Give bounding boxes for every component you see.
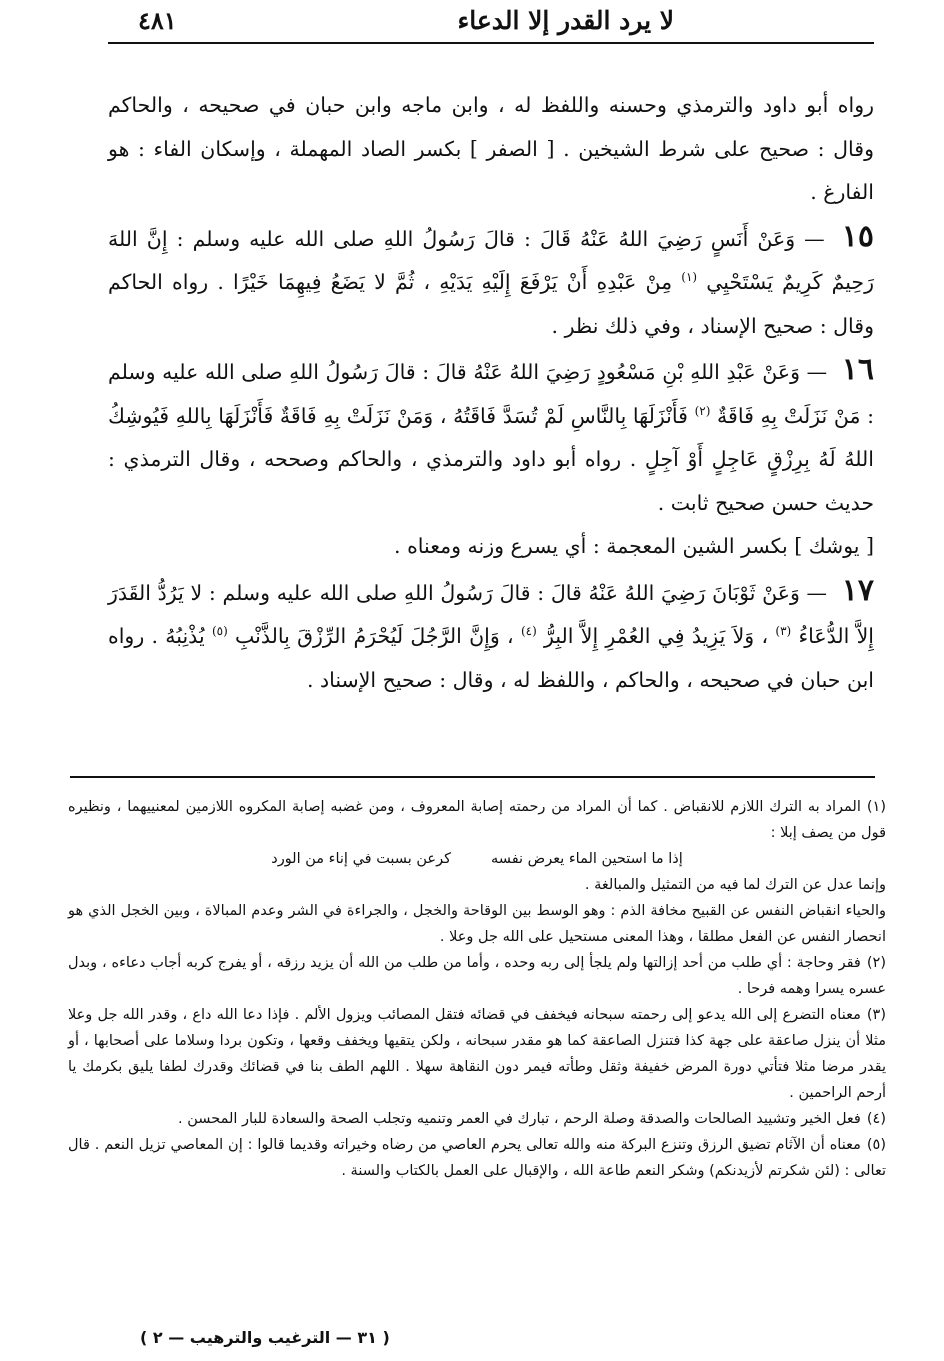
- footnote-4: [68, 1106, 886, 1132]
- hadith-17: [108, 569, 874, 703]
- hadith-16: [108, 348, 874, 525]
- footnote-text: فقر وحاجة : أي طلب من أحد إزالتها ولم يلجأ إلى ربه وحده ، وأما من طلب من الله أن يزيد رزقه ، أو يفرج كربه أجاب دعاءه ، وبدل عسره يسرا وهمه فرحا .: [68, 955, 886, 997]
- hadith-text: فَأَنْزَلَهَا بِالنَّاسِ لَمْ تُسَدَّ فَاقَتُهُ ، وَمَنْ نَزَلَتْ بِهِ فَاقَةٌ فَأَنْزَلَهَا بِاللهِ فَيُوشِكُ اللهُ لَهُ بِرِزْقٍ عَاجِلٍ أَوْ آجِلٍ . رواه أبو داود والترمذي ، والحاكم وصححه ، وقال الترمذي : حديث حسن صحيح ثابت .: [108, 403, 874, 515]
- hadith-text: — وَعَنْ ثَوْبَانَ رَضِيَ اللهُ عَنْهُ قالَ : قالَ رَسُولُ اللهِ صلى الله عليه وسلم : لا يَرُدُّ القَدَرَ إِلاَّ الدُّعَاءُ: [108, 580, 874, 648]
- footnote-text: معناه التضرع إلى الله يدعو إلى رحمته سبحانه فيخفف في قضائه فتقل المصائب ويزول الألم . فإذا دعا الله داع ، وقدر الله جل وعلا مثلا أن ينزل صاعقة على جهة كذا فتنزل الصاعقة كما هو مقدر سبحانه ، ولكن يتقيها ويخفف وقعها ، وتكون بردا وسلاما على أصحابها ، أو يقدر مرضا مثلا فتأتي دورة المرض خفيفة وثقل وطأته فيمر دون النقاهة سهلا . اللهم الطف بنا في قضائك وقدرك لطفا يليق بكرمك يا أرحم الراحمين .: [68, 1007, 886, 1101]
- footnotes: [68, 794, 886, 1184]
- verse-hemistich: كرعن بسبت في إناء من الورد: [271, 851, 451, 867]
- verse-hemistich: إذا ما استحين الماء يعرض نفسه: [490, 851, 683, 867]
- footnote-5: [68, 1132, 886, 1184]
- footnote-ref: (٤): [520, 624, 537, 639]
- main-text: [108, 84, 874, 702]
- narration-text: رواه أبو داود والترمذي وحسنه واللفظ له ، وابن ماجه وابن حبان في صحيحه ، والحاكم وقال : صحيح على شرط الشيخين .: [108, 93, 874, 161]
- hadith-text: يُذْنِبُهُ . رواه ابن حبان في صحيحه ، والحاكم ، واللفظ له ، وقال : صحيح الإسناد .: [108, 624, 874, 692]
- footnote-number: (٤): [866, 1111, 886, 1127]
- footnote-number: (١): [866, 799, 886, 815]
- footnote-number: (٥): [866, 1137, 886, 1153]
- footnote-text: المراد به الترك اللازم للانقباض . كما أن المراد من رحمته إصابة المعروف ، ومن غضبه إصابة المكروه اللازمين لمعنييهما ، ونظيره قول من يصف إبلا :: [68, 799, 886, 841]
- hadith-text: مِنْ عَبْدِهِ أَنْ يَرْفَعَ إِلَيْهِ يَدَيْهِ ، ثُمَّ لا يَضَعُ فِيهِمَا خَيْرًا . رواه الحاكم وقال : صحيح الإسناد ، وفي ذلك نظر .: [108, 270, 874, 338]
- footnote-ref: (١): [681, 270, 698, 285]
- footnote-text: معناه أن الآثام تضيق الرزق وتنزع البركة منه والله تعالى يحرم العاصي من رضاه وخيراته وقديما قالوا : إن المعاصي تزيل النعم . قال تعالى : (لئن شكرتم لأزيدنكم) وشكر النعم طاعة الله ، والإقبال على العمل بالكتاب والسنة .: [68, 1137, 886, 1179]
- footnote-ref: (٥): [211, 624, 228, 639]
- page-header: [108, 4, 874, 44]
- footnote-1-cont: [68, 872, 886, 898]
- paragraph: [108, 84, 874, 215]
- footnote-ref: (٣): [775, 624, 792, 639]
- hadith-number: ١٥: [841, 218, 874, 254]
- page-footer: ( ٣١ — الترغيب والترهيب — ٢ ): [140, 1328, 390, 1347]
- footnote-text: وإنما عدل عن الترك لما فيه من التمثيل والمبالغة .: [584, 877, 886, 893]
- hadith-number: ١٧: [841, 572, 874, 608]
- hadith-text: ، وَلاَ يَزِيدُ فِي العُمْرِ إِلاَّ البِرُّ: [544, 624, 769, 648]
- hadith-text: ، وَإِنَّ الرَّجُلَ لَيُحْرَمُ الرِّزْقَ بِالذَّنْبِ: [235, 624, 514, 648]
- footnote-1-cont: [68, 898, 886, 950]
- footnote-divider: [70, 776, 875, 778]
- footnote-ref: (٢): [694, 403, 711, 418]
- vocab-note: [108, 525, 874, 569]
- footnote-3: [68, 1002, 886, 1106]
- hadith-text: — وَعَنْ أَنَسٍ رَضِيَ اللهُ عَنْهُ قَالَ : قالَ رَسُولُ اللهِ صلى الله عليه وسلم : إِنَّ اللهَ رَحِيمٌ كَرِيمٌ يَسْتَحْيِي: [108, 226, 874, 294]
- hadith-number: ١٦: [841, 352, 874, 387]
- footnote-text: فعل الخير وتشييد الصالحات والصدقة وصلة الرحم ، تبارك في العمر وتنميه وتجلب الصحة والسعادة للبار المحسن .: [178, 1111, 861, 1127]
- footnote-2: [68, 950, 886, 1002]
- page-number: ٤٨١: [138, 6, 177, 35]
- footnote-1: [68, 794, 886, 846]
- footnote-number: (٢): [866, 955, 886, 971]
- hadith-text: — وَعَنْ عَبْدِ اللهِ بْنِ مَسْعُودٍ رَضِيَ اللهُ عَنْهُ قالَ : قالَ رَسُولُ اللهِ صلى الله عليه وسلم : مَنْ نَزَلَتْ بِهِ فَاقَةٌ: [108, 360, 874, 428]
- footnote-text: والحياء انقباض النفس عن القبيح مخافة الذم : وهو الوسط بين الوقاحة والخجل ، والجراءة في الشر وعدم المبالاة ، وبين الخجل الذي هو انحصار النفس عن الفعل مطلقا ، وهذا المعنى مستحيل على الله جل وعلا .: [68, 903, 886, 945]
- poetry-verse: [68, 846, 886, 872]
- vocab-text: [ يوشك ] بكسر الشين المعجمة : أي يسرع وزنه ومعناه .: [394, 534, 874, 558]
- footnote-number: (٣): [866, 1007, 886, 1023]
- vocab-note: [ الصفر ] بكسر الصاد المهملة ، وإسكان الفاء : هو الفارغ .: [108, 136, 874, 204]
- running-title: لا يرد القدر إلا الدعاء: [457, 6, 674, 35]
- hadith-15: [108, 215, 874, 349]
